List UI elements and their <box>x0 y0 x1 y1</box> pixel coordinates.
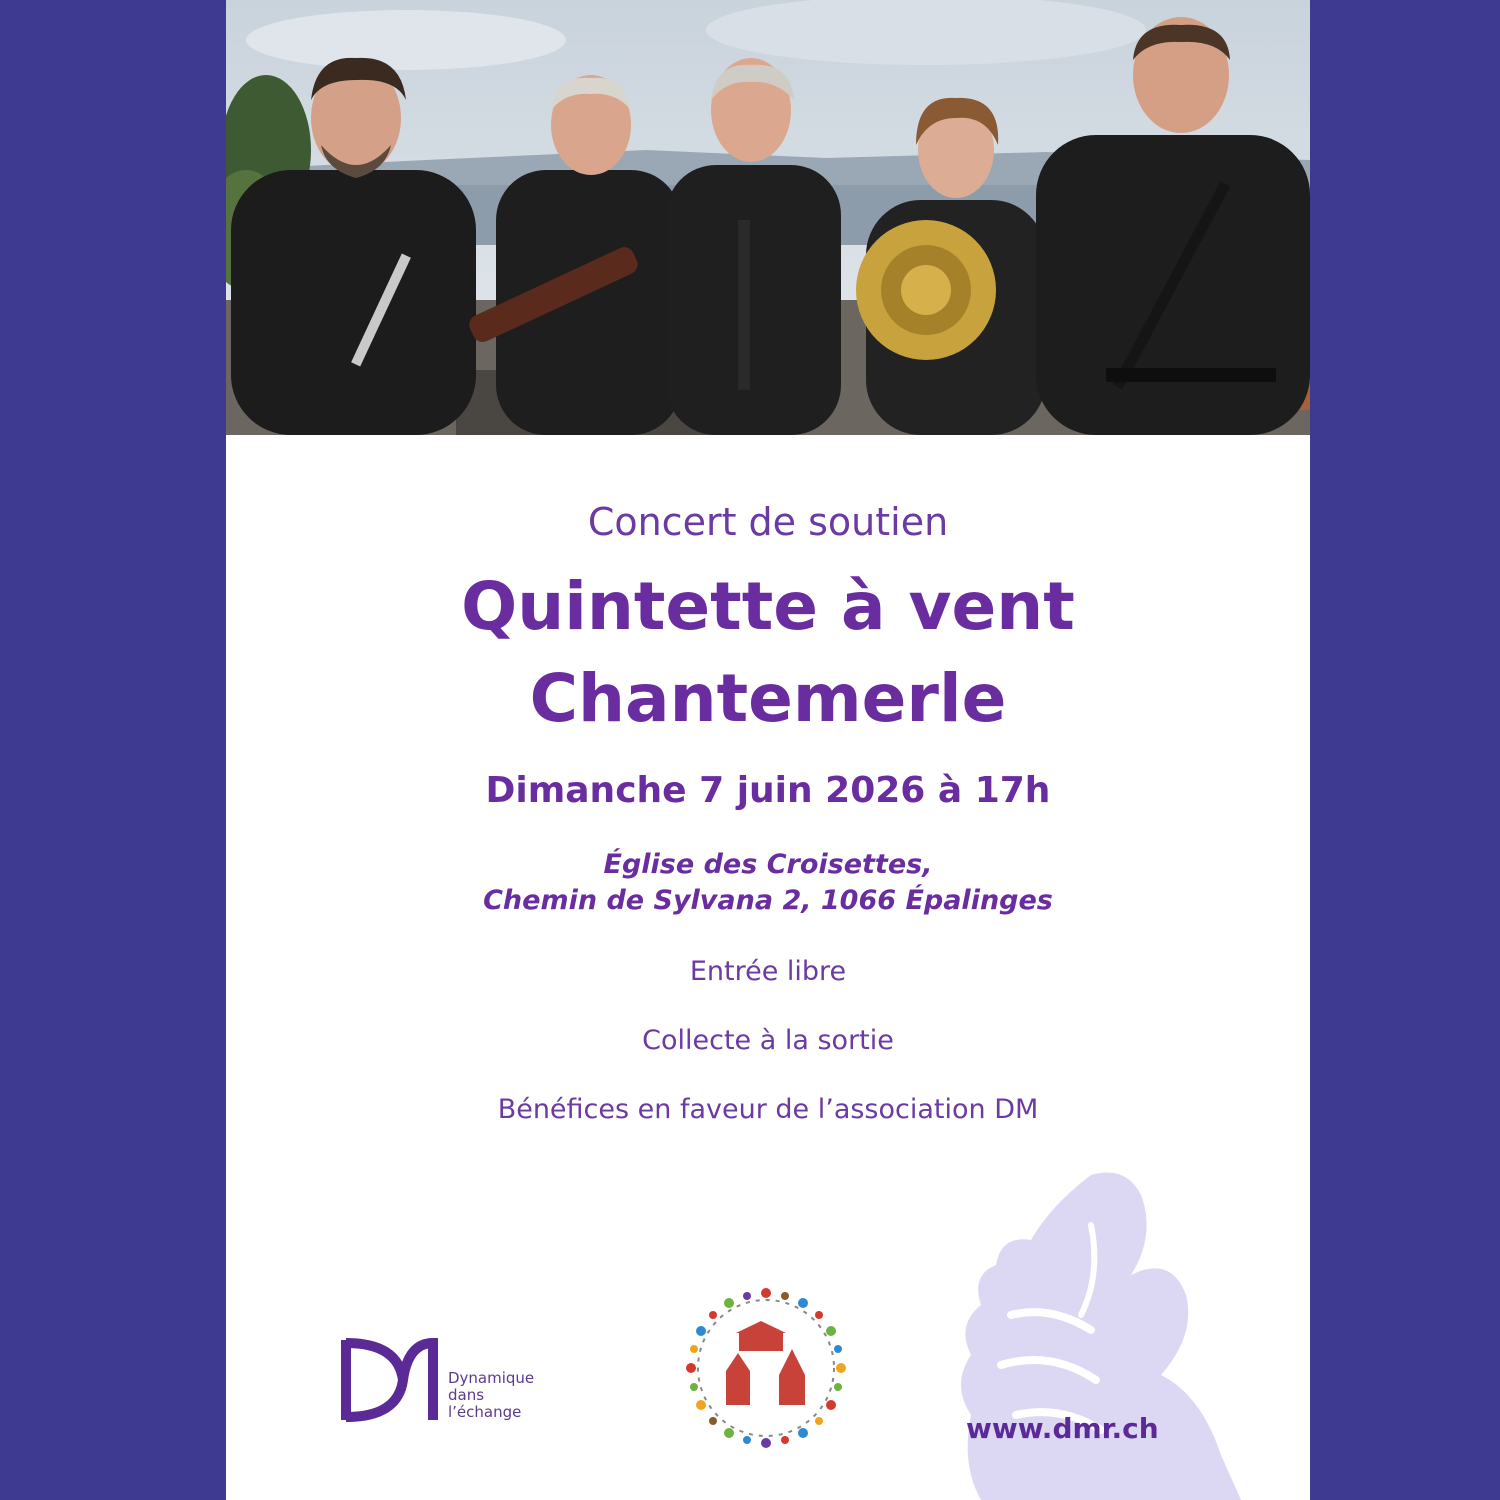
venue-line-1: Église des Croisettes, <box>603 849 933 880</box>
dm-tagline-line-1: Dynamique <box>448 1369 535 1387</box>
venue-line-2: Chemin de Sylvana 2, 1066 Épalinges <box>483 885 1053 916</box>
parish-circle-logo-icon <box>681 1283 851 1453</box>
event-subtitle: Concert de soutien <box>587 500 949 544</box>
dm-logo-tagline <box>448 1370 534 1421</box>
event-title-line-1: Quintette à vent <box>461 568 1075 645</box>
poster <box>226 0 1310 1500</box>
clasped-hands-icon <box>941 1165 1241 1500</box>
info-collection: Collecte à la sortie <box>642 1025 894 1056</box>
dm-tagline-line-3: l’échange <box>448 1403 522 1421</box>
website-link[interactable]: www.dmr.ch <box>966 1412 1159 1445</box>
info-benefits: Bénéfices en faveur de l’association DM <box>497 1094 1039 1125</box>
info-admission: Entrée libre <box>689 956 847 987</box>
dm-tagline-line-2: dans <box>448 1386 485 1404</box>
quintet-photo <box>226 0 1310 435</box>
event-venue <box>226 847 1310 919</box>
event-title-line-2: Chantemerle <box>529 660 1007 737</box>
event-date: Dimanche 7 juin 2026 à 17h <box>485 770 1051 811</box>
